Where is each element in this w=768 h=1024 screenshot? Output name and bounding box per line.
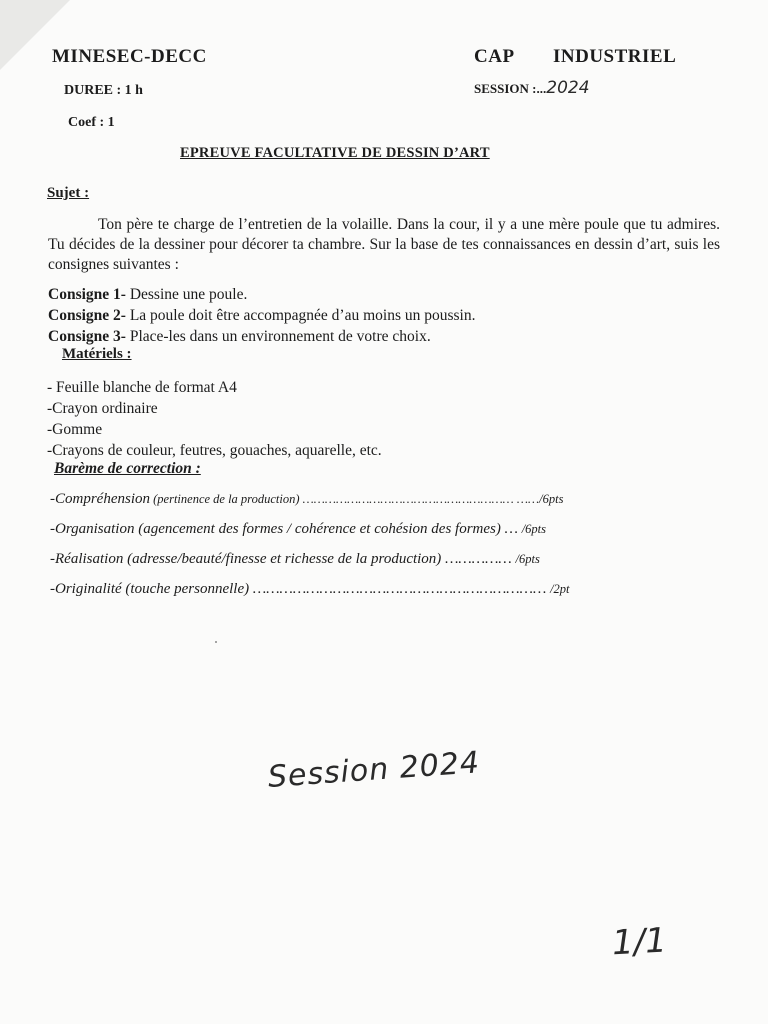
criterion-name: -Originalité (touche personnelle): [50, 581, 250, 597]
criterion-dots: ………………………………………………… ……: [299, 492, 540, 506]
handwritten-session-note: Session 2024: [266, 745, 482, 795]
consigne-2: [48, 306, 475, 326]
consigne-label: Consigne 1-: [48, 286, 126, 303]
consigne-text: Dessine une poule.: [125, 286, 248, 303]
criterion-dots: …: [500, 521, 522, 537]
criterion-organisation: [50, 521, 546, 538]
consigne-3: [48, 327, 431, 347]
criterion-comprehension: [50, 491, 563, 508]
exam-type: INDUSTRIEL: [553, 46, 677, 67]
consigne-label: Consigne 2-: [48, 307, 126, 324]
materiel-item: - Feuille blanche de format A4: [47, 379, 237, 396]
criterion-name: -Réalisation (adresse/beauté/finesse et richesse de la production): [50, 551, 442, 567]
criterion-name: -Organisation (agencement des formes / cohérence et cohésion des formes): [50, 521, 501, 537]
materiel-item: -Gomme: [47, 421, 103, 438]
sujet-heading: Sujet :: [47, 185, 90, 201]
coefficient: Coef : 1: [68, 115, 115, 130]
sujet-paragraph: [48, 215, 720, 275]
bareme-heading: Barème de correction :: [54, 460, 201, 477]
exam-title: EPREUVE FACULTATIVE DE DESSIN D’ART: [180, 145, 490, 161]
duration: DUREE : 1 h: [64, 83, 143, 98]
consigne-1: [48, 285, 247, 305]
materiel-item: -Crayon ordinaire: [47, 400, 158, 417]
consigne-label: Consigne 3-: [48, 328, 126, 345]
materiels-heading: Matériels :: [62, 346, 132, 362]
criterion-points: /6pts: [539, 492, 564, 506]
institution-header: MINESEC-DECC: [52, 46, 207, 67]
session-value: 2024: [546, 78, 590, 98]
criterion-detail: (pertinence de la production): [150, 492, 300, 506]
session-field: [474, 78, 590, 98]
criterion-dots: …………………………………………………………: [249, 581, 551, 597]
criterion-realisation: [50, 551, 540, 568]
criterion-points: /6pts: [521, 522, 547, 536]
sujet-text: Ton père te charge de l’entretien de la volaille. Dans la cour, il y a une mère poule que tu admires. Tu décides de la dessiner pour décorer ta chambre. Sur la base de tes connaissances en dessin d’art, suis les consignes suivantes :: [48, 216, 720, 273]
session-label: SESSION :...: [474, 81, 547, 96]
ink-speck: [215, 641, 217, 643]
criterion-points: /6pts: [515, 552, 540, 566]
consigne-text: Place-les dans un environnement de votre choix.: [125, 328, 431, 345]
handwritten-page-number: 1/1: [610, 920, 668, 964]
criterion-name: -Compréhension: [50, 491, 150, 507]
criterion-originalite: [50, 581, 570, 598]
materiel-item: -Crayons de couleur, feutres, gouaches, aquarelle, etc.: [47, 442, 382, 459]
consigne-text: La poule doit être accompagnée d’au moins un poussin.: [125, 307, 476, 324]
criterion-points: /2pt: [550, 582, 570, 596]
exam-cap: CAP: [474, 46, 515, 67]
criterion-dots: ……………: [441, 551, 516, 567]
